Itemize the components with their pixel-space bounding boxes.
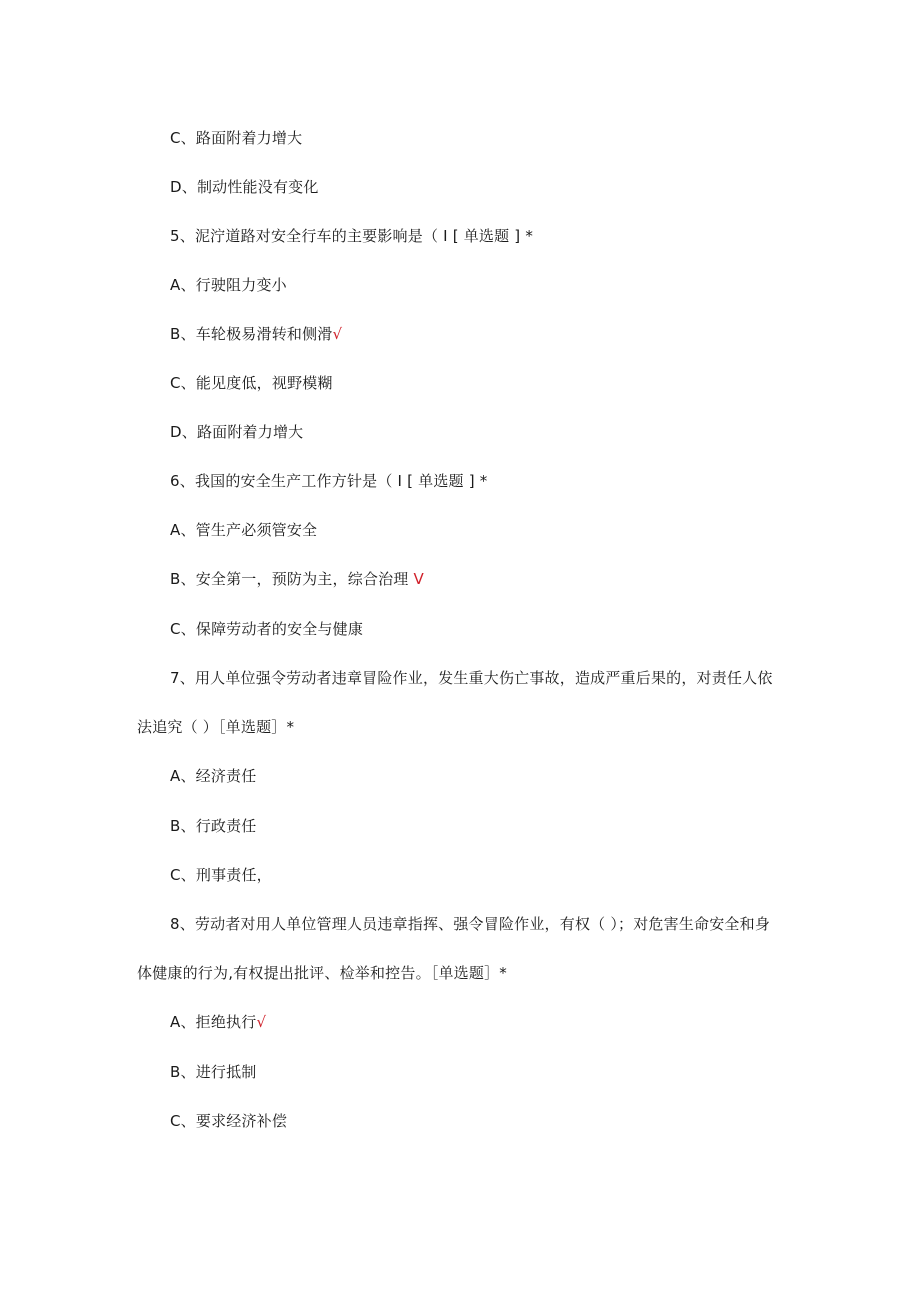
line-text: C、能见度低，视野模糊 bbox=[170, 374, 333, 392]
line-text: 6、我国的安全生产工作方针是（ I [ 单选题 ] * bbox=[170, 472, 488, 490]
option-d-q5 bbox=[170, 421, 303, 443]
line-text: 法追究（ ）［单选题］* bbox=[137, 718, 295, 736]
line-text: B、行政责任 bbox=[170, 817, 257, 835]
option-a-q5 bbox=[170, 274, 287, 296]
line-text: B、安全第一，预防为主，综合治理 bbox=[170, 570, 414, 588]
correct-mark-icon: V bbox=[413, 570, 424, 588]
line-text: 5、泥泞道路对安全行车的主要影响是（ I [ 单选题 ] * bbox=[170, 227, 534, 245]
line-text: A、管生产必须管安全 bbox=[170, 521, 318, 539]
correct-mark-icon: √ bbox=[256, 1013, 267, 1031]
line-text: A、拒绝执行 bbox=[170, 1013, 257, 1031]
question-6 bbox=[170, 470, 487, 492]
option-d-q4 bbox=[170, 176, 319, 198]
option-c-q8 bbox=[170, 1110, 287, 1132]
line-text: D、制动性能没有变化 bbox=[170, 178, 319, 196]
line-text: A、经济责任 bbox=[170, 767, 257, 785]
option-a-q8 bbox=[170, 1011, 266, 1033]
line-text: C、刑事责任， bbox=[170, 866, 272, 884]
line-text: 体健康的行为,有权提出批评、检举和控告。［单选题］* bbox=[137, 964, 507, 982]
option-b-q8 bbox=[170, 1061, 257, 1083]
question-8-line-2 bbox=[137, 962, 507, 984]
line-text: D、路面附着力增大 bbox=[170, 423, 304, 441]
correct-mark-icon: √ bbox=[332, 325, 343, 343]
question-5 bbox=[170, 225, 533, 247]
line-text: B、车轮极易滑转和侧滑 bbox=[170, 325, 333, 343]
option-a-q6 bbox=[170, 519, 317, 541]
option-a-q7 bbox=[170, 765, 256, 787]
line-text: C、保障劳动者的安全与健康 bbox=[170, 620, 364, 638]
question-7-line-1 bbox=[170, 667, 773, 689]
line-text: C、要求经济补偿 bbox=[170, 1112, 288, 1130]
option-c-q6 bbox=[170, 618, 363, 640]
option-c-q5 bbox=[170, 372, 333, 394]
line-text: C、路面附着力增大 bbox=[170, 129, 303, 147]
question-7-line-2 bbox=[137, 716, 294, 738]
line-text: A、行驶阻力变小 bbox=[170, 276, 287, 294]
line-text: B、进行抵制 bbox=[170, 1063, 257, 1081]
line-text: 7、用人单位强令劳动者违章冒险作业，发生重大伤亡事故，造成严重后果的，对责任人依 bbox=[170, 669, 773, 687]
option-b-q6 bbox=[170, 568, 424, 590]
option-b-q5 bbox=[170, 323, 342, 345]
question-8-line-1 bbox=[170, 913, 770, 935]
option-c-q4 bbox=[170, 127, 302, 149]
option-b-q7 bbox=[170, 815, 257, 837]
line-text: 8、劳动者对用人单位管理人员违章指挥、强令冒险作业，有权（ ）；对危害生命安全和身 bbox=[170, 915, 771, 933]
option-c-q7 bbox=[170, 864, 272, 886]
